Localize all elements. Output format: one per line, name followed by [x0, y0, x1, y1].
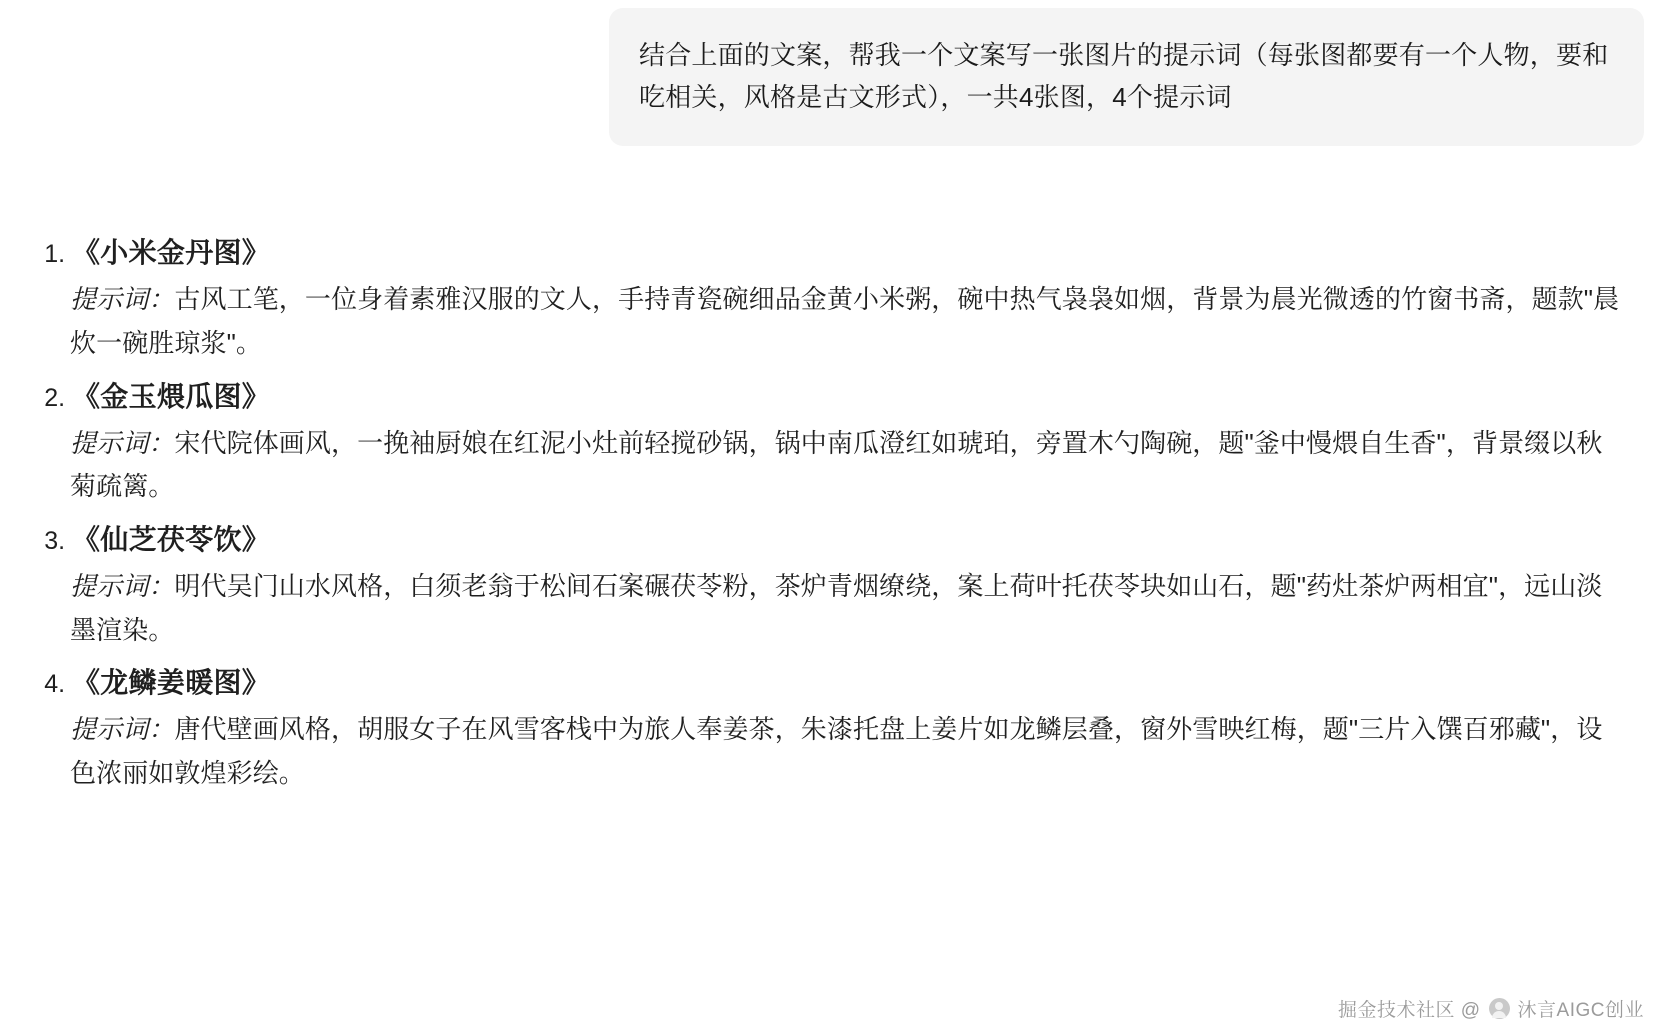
list-item-body: [70, 565, 1622, 652]
prompt-list: [22, 232, 1622, 795]
prompt-label: 提示词：: [70, 427, 175, 458]
list-item: [72, 662, 1622, 795]
list-item-title: 2. 《金玉煨瓜图》: [72, 380, 271, 412]
prompt-text: 明代吴门山水风格，白须老翁于松间石案碾茯苓粉，茶炉青烟缭绕，案上荷叶托茯苓块如山石，题"药灶茶炉两相宜"，远山淡墨渲染。: [70, 570, 1603, 645]
assistant-answer: [0, 232, 1662, 795]
prompt-text: 古风工笔，一位身着素雅汉服的文人，手持青瓷碗细品金黄小米粥，碗中热气袅袅如烟，背景为晨光微透的竹窗书斋，题款"晨炊一碗胜琼浆"。: [70, 284, 1620, 358]
list-item-title: 3. 《仙芝茯苓饮》: [72, 523, 271, 555]
user-message-bubble: 结合上面的文案，帮我一个文案写一张图片的提示词（每张图都要有一个人物，要和吃相关，风格是古文形式），一共4张图，4个提示词: [609, 8, 1644, 146]
avatar-icon: [1489, 998, 1510, 1019]
prompt-label: 提示词：: [70, 284, 175, 315]
list-item-body: [70, 278, 1622, 365]
prompt-text: 唐代壁画风格，胡服女子在风雪客栈中为旅人奉姜茶，朱漆托盘上姜片如龙鳞层叠，窗外雪映红梅，题"三片入馔百邪藏"，设色浓丽如敦煌彩绘。: [70, 714, 1603, 788]
watermark-text-left: 掘金技术社区 @: [1337, 1000, 1481, 1021]
list-item: [72, 232, 1622, 365]
watermark-text-right: 沐言AIGC创业: [1517, 1000, 1644, 1021]
conversation-area: [0, 0, 1662, 146]
list-item: [72, 376, 1622, 509]
list-item-title: 4. 《龙鳞姜暖图》: [72, 667, 271, 699]
list-item: [72, 519, 1622, 652]
list-item-body: [70, 708, 1622, 795]
prompt-label: 提示词：: [70, 714, 175, 745]
prompt-label: 提示词：: [70, 570, 175, 601]
watermark: [1338, 995, 1644, 1022]
list-item-title: 1. 《小米金丹图》: [72, 237, 271, 269]
prompt-text: 宋代院体画风，一挽袖厨娘在红泥小灶前轻搅砂锅，锅中南瓜澄红如琥珀，旁置木勺陶碗，题"釜中慢煨自生香"，背景缀以秋菊疏篱。: [70, 427, 1603, 502]
list-item-body: [70, 422, 1622, 509]
